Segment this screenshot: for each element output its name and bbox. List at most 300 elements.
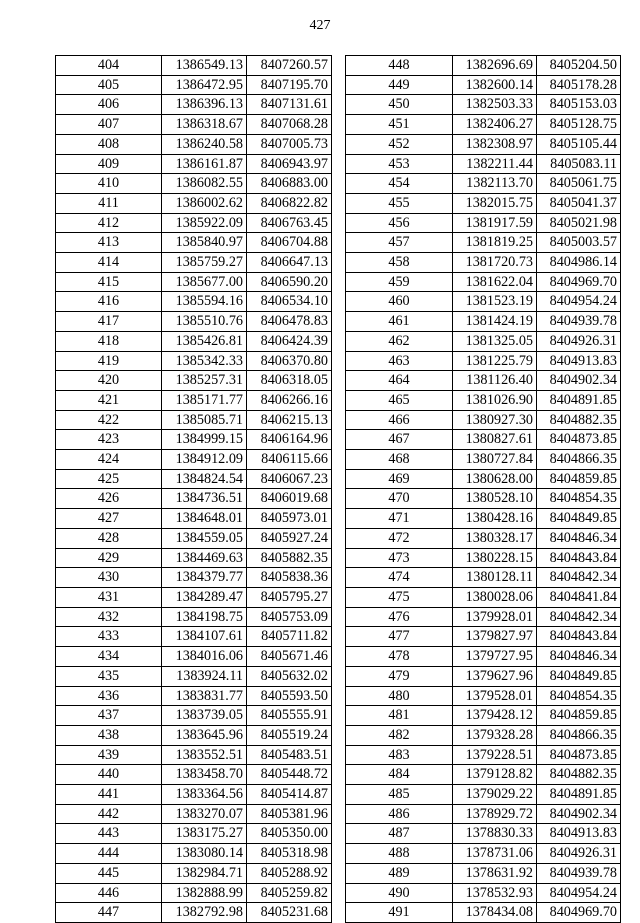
point-number-cell: 413 bbox=[56, 233, 162, 253]
y-coordinate-cell: 8404854.35 bbox=[537, 489, 621, 509]
table-row bbox=[56, 627, 332, 647]
x-coordinate-cell: 1384016.06 bbox=[162, 647, 247, 667]
x-coordinate-cell: 1381917.59 bbox=[453, 213, 537, 233]
table-row bbox=[346, 804, 621, 824]
table-row bbox=[56, 134, 332, 154]
y-coordinate-cell: 8405153.03 bbox=[537, 95, 621, 115]
y-coordinate-cell: 8404939.78 bbox=[537, 863, 621, 883]
y-coordinate-cell: 8405973.01 bbox=[247, 509, 332, 529]
x-coordinate-cell: 1382015.75 bbox=[453, 193, 537, 213]
y-coordinate-cell: 8404902.34 bbox=[537, 804, 621, 824]
x-coordinate-cell: 1378929.72 bbox=[453, 804, 537, 824]
x-coordinate-cell: 1380328.17 bbox=[453, 528, 537, 548]
point-number-cell: 485 bbox=[346, 785, 453, 805]
point-number-cell: 446 bbox=[56, 883, 162, 903]
table-row bbox=[56, 548, 332, 568]
point-number-cell: 477 bbox=[346, 627, 453, 647]
x-coordinate-cell: 1382984.71 bbox=[162, 863, 247, 883]
point-number-cell: 461 bbox=[346, 312, 453, 332]
table-row bbox=[346, 489, 621, 509]
x-coordinate-cell: 1381325.05 bbox=[453, 331, 537, 351]
x-coordinate-cell: 1383552.51 bbox=[162, 745, 247, 765]
x-coordinate-cell: 1380927.30 bbox=[453, 410, 537, 430]
table-row bbox=[56, 666, 332, 686]
y-coordinate-cell: 8407195.70 bbox=[247, 75, 332, 95]
table-row bbox=[56, 607, 332, 627]
table-row bbox=[56, 725, 332, 745]
table-row bbox=[346, 95, 621, 115]
x-coordinate-cell: 1384289.47 bbox=[162, 587, 247, 607]
table-body bbox=[346, 56, 621, 923]
point-number-cell: 448 bbox=[346, 56, 453, 76]
table-row bbox=[56, 528, 332, 548]
x-coordinate-cell: 1380727.84 bbox=[453, 450, 537, 470]
x-coordinate-cell: 1384379.77 bbox=[162, 568, 247, 588]
table-row bbox=[346, 903, 621, 923]
point-number-cell: 409 bbox=[56, 154, 162, 174]
y-coordinate-cell: 8405041.37 bbox=[537, 193, 621, 213]
point-number-cell: 429 bbox=[56, 548, 162, 568]
point-number-cell: 438 bbox=[56, 725, 162, 745]
x-coordinate-cell: 1381026.90 bbox=[453, 390, 537, 410]
y-coordinate-cell: 8405083.11 bbox=[537, 154, 621, 174]
point-number-cell: 422 bbox=[56, 410, 162, 430]
y-coordinate-cell: 8406115.66 bbox=[247, 450, 332, 470]
x-coordinate-cell: 1379328.28 bbox=[453, 725, 537, 745]
table-row bbox=[56, 272, 332, 292]
y-coordinate-cell: 8407131.61 bbox=[247, 95, 332, 115]
y-coordinate-cell: 8404902.34 bbox=[537, 371, 621, 391]
table-row bbox=[346, 647, 621, 667]
table-row bbox=[346, 371, 621, 391]
x-coordinate-cell: 1380428.16 bbox=[453, 509, 537, 529]
table-row bbox=[346, 607, 621, 627]
x-coordinate-cell: 1382792.98 bbox=[162, 903, 247, 923]
point-number-cell: 483 bbox=[346, 745, 453, 765]
point-number-cell: 445 bbox=[56, 863, 162, 883]
x-coordinate-cell: 1384559.05 bbox=[162, 528, 247, 548]
point-number-cell: 453 bbox=[346, 154, 453, 174]
y-coordinate-cell: 8404842.34 bbox=[537, 607, 621, 627]
y-coordinate-cell: 8404986.14 bbox=[537, 253, 621, 273]
point-number-cell: 439 bbox=[56, 745, 162, 765]
point-number-cell: 489 bbox=[346, 863, 453, 883]
x-coordinate-cell: 1383645.96 bbox=[162, 725, 247, 745]
x-coordinate-cell: 1379827.97 bbox=[453, 627, 537, 647]
table-row bbox=[346, 272, 621, 292]
x-coordinate-cell: 1386472.95 bbox=[162, 75, 247, 95]
y-coordinate-cell: 8404873.85 bbox=[537, 745, 621, 765]
table-row bbox=[56, 115, 332, 135]
table-row bbox=[346, 233, 621, 253]
y-coordinate-cell: 8404882.35 bbox=[537, 765, 621, 785]
y-coordinate-cell: 8406883.00 bbox=[247, 174, 332, 194]
table-row bbox=[56, 509, 332, 529]
table-row bbox=[346, 174, 621, 194]
point-number-cell: 468 bbox=[346, 450, 453, 470]
point-number-cell: 406 bbox=[56, 95, 162, 115]
point-number-cell: 466 bbox=[346, 410, 453, 430]
point-number-cell: 444 bbox=[56, 844, 162, 864]
x-coordinate-cell: 1385085.71 bbox=[162, 410, 247, 430]
table-row bbox=[346, 548, 621, 568]
y-coordinate-cell: 8405231.68 bbox=[247, 903, 332, 923]
y-coordinate-cell: 8404954.24 bbox=[537, 292, 621, 312]
table-row bbox=[56, 489, 332, 509]
y-coordinate-cell: 8404954.24 bbox=[537, 883, 621, 903]
y-coordinate-cell: 8407260.57 bbox=[247, 56, 332, 76]
table-row bbox=[346, 134, 621, 154]
table-row bbox=[346, 312, 621, 332]
y-coordinate-cell: 8404849.85 bbox=[537, 666, 621, 686]
point-number-cell: 449 bbox=[346, 75, 453, 95]
x-coordinate-cell: 1381424.19 bbox=[453, 312, 537, 332]
page-number: 427 bbox=[309, 18, 331, 33]
x-coordinate-cell: 1385342.33 bbox=[162, 351, 247, 371]
table-row bbox=[346, 213, 621, 233]
table-row bbox=[56, 351, 332, 371]
y-coordinate-cell: 8405555.91 bbox=[247, 706, 332, 726]
table-row bbox=[56, 430, 332, 450]
x-coordinate-cell: 1378830.33 bbox=[453, 824, 537, 844]
table-row bbox=[56, 785, 332, 805]
point-number-cell: 420 bbox=[56, 371, 162, 391]
y-coordinate-cell: 8405128.75 bbox=[537, 115, 621, 135]
x-coordinate-cell: 1378532.93 bbox=[453, 883, 537, 903]
table-row bbox=[346, 193, 621, 213]
x-coordinate-cell: 1385426.81 bbox=[162, 331, 247, 351]
y-coordinate-cell: 8404882.35 bbox=[537, 410, 621, 430]
x-coordinate-cell: 1385677.00 bbox=[162, 272, 247, 292]
table-row bbox=[56, 469, 332, 489]
table-row bbox=[346, 863, 621, 883]
x-coordinate-cell: 1379428.12 bbox=[453, 706, 537, 726]
point-number-cell: 421 bbox=[56, 390, 162, 410]
x-coordinate-cell: 1380827.61 bbox=[453, 430, 537, 450]
point-number-cell: 441 bbox=[56, 785, 162, 805]
x-coordinate-cell: 1386549.13 bbox=[162, 56, 247, 76]
x-coordinate-cell: 1381622.04 bbox=[453, 272, 537, 292]
y-coordinate-cell: 8406266.16 bbox=[247, 390, 332, 410]
point-number-cell: 480 bbox=[346, 686, 453, 706]
x-coordinate-cell: 1380028.06 bbox=[453, 587, 537, 607]
x-coordinate-cell: 1386082.55 bbox=[162, 174, 247, 194]
table-row bbox=[56, 253, 332, 273]
y-coordinate-cell: 8404843.84 bbox=[537, 627, 621, 647]
y-coordinate-cell: 8404969.70 bbox=[537, 272, 621, 292]
point-number-cell: 435 bbox=[56, 666, 162, 686]
table-row bbox=[346, 725, 621, 745]
point-number-cell: 424 bbox=[56, 450, 162, 470]
point-number-cell: 456 bbox=[346, 213, 453, 233]
x-coordinate-cell: 1385922.09 bbox=[162, 213, 247, 233]
point-number-cell: 484 bbox=[346, 765, 453, 785]
table-body bbox=[56, 56, 332, 923]
y-coordinate-cell: 8406822.82 bbox=[247, 193, 332, 213]
y-coordinate-cell: 8405021.98 bbox=[537, 213, 621, 233]
table-row bbox=[56, 371, 332, 391]
point-number-cell: 405 bbox=[56, 75, 162, 95]
point-number-cell: 410 bbox=[56, 174, 162, 194]
y-coordinate-cell: 8404842.34 bbox=[537, 568, 621, 588]
point-number-cell: 425 bbox=[56, 469, 162, 489]
point-number-cell: 434 bbox=[56, 647, 162, 667]
x-coordinate-cell: 1386002.62 bbox=[162, 193, 247, 213]
table-row bbox=[56, 706, 332, 726]
y-coordinate-cell: 8404913.83 bbox=[537, 351, 621, 371]
y-coordinate-cell: 8405593.50 bbox=[247, 686, 332, 706]
table-row bbox=[346, 450, 621, 470]
table-row bbox=[346, 253, 621, 273]
point-number-cell: 436 bbox=[56, 686, 162, 706]
point-number-cell: 452 bbox=[346, 134, 453, 154]
point-number-cell: 427 bbox=[56, 509, 162, 529]
point-number-cell: 407 bbox=[56, 115, 162, 135]
y-coordinate-cell: 8404854.35 bbox=[537, 686, 621, 706]
x-coordinate-cell: 1385510.76 bbox=[162, 312, 247, 332]
point-number-cell: 431 bbox=[56, 587, 162, 607]
point-number-cell: 411 bbox=[56, 193, 162, 213]
y-coordinate-cell: 8404939.78 bbox=[537, 312, 621, 332]
table-row bbox=[346, 75, 621, 95]
point-number-cell: 462 bbox=[346, 331, 453, 351]
x-coordinate-cell: 1386240.58 bbox=[162, 134, 247, 154]
y-coordinate-cell: 8404866.35 bbox=[537, 450, 621, 470]
y-coordinate-cell: 8406318.05 bbox=[247, 371, 332, 391]
point-number-cell: 465 bbox=[346, 390, 453, 410]
y-coordinate-cell: 8405350.00 bbox=[247, 824, 332, 844]
table-row bbox=[346, 666, 621, 686]
point-number-cell: 470 bbox=[346, 489, 453, 509]
y-coordinate-cell: 8406590.20 bbox=[247, 272, 332, 292]
y-coordinate-cell: 8404849.85 bbox=[537, 509, 621, 529]
x-coordinate-cell: 1379928.01 bbox=[453, 607, 537, 627]
x-coordinate-cell: 1385840.97 bbox=[162, 233, 247, 253]
x-coordinate-cell: 1381819.25 bbox=[453, 233, 537, 253]
table-row bbox=[56, 75, 332, 95]
x-coordinate-cell: 1378731.06 bbox=[453, 844, 537, 864]
table-row bbox=[56, 824, 332, 844]
table-row bbox=[56, 233, 332, 253]
table-row bbox=[56, 331, 332, 351]
coordinates-table-right bbox=[345, 55, 621, 923]
y-coordinate-cell: 8405927.24 bbox=[247, 528, 332, 548]
x-coordinate-cell: 1383458.70 bbox=[162, 765, 247, 785]
table-row bbox=[56, 844, 332, 864]
point-number-cell: 490 bbox=[346, 883, 453, 903]
y-coordinate-cell: 8405318.98 bbox=[247, 844, 332, 864]
x-coordinate-cell: 1380628.00 bbox=[453, 469, 537, 489]
table-row bbox=[56, 174, 332, 194]
point-number-cell: 488 bbox=[346, 844, 453, 864]
x-coordinate-cell: 1382888.99 bbox=[162, 883, 247, 903]
y-coordinate-cell: 8406370.80 bbox=[247, 351, 332, 371]
table-row bbox=[346, 154, 621, 174]
point-number-cell: 447 bbox=[56, 903, 162, 923]
y-coordinate-cell: 8406067.23 bbox=[247, 469, 332, 489]
table-row bbox=[346, 430, 621, 450]
x-coordinate-cell: 1382113.70 bbox=[453, 174, 537, 194]
table-row bbox=[346, 331, 621, 351]
table-row bbox=[346, 686, 621, 706]
x-coordinate-cell: 1378434.08 bbox=[453, 903, 537, 923]
point-number-cell: 412 bbox=[56, 213, 162, 233]
y-coordinate-cell: 8407005.73 bbox=[247, 134, 332, 154]
table-row bbox=[56, 568, 332, 588]
x-coordinate-cell: 1383364.56 bbox=[162, 785, 247, 805]
table-row bbox=[56, 450, 332, 470]
point-number-cell: 479 bbox=[346, 666, 453, 686]
y-coordinate-cell: 8405288.92 bbox=[247, 863, 332, 883]
x-coordinate-cell: 1380528.10 bbox=[453, 489, 537, 509]
y-coordinate-cell: 8404859.85 bbox=[537, 706, 621, 726]
point-number-cell: 415 bbox=[56, 272, 162, 292]
point-number-cell: 430 bbox=[56, 568, 162, 588]
point-number-cell: 486 bbox=[346, 804, 453, 824]
point-number-cell: 414 bbox=[56, 253, 162, 273]
x-coordinate-cell: 1384648.01 bbox=[162, 509, 247, 529]
table-row bbox=[346, 509, 621, 529]
y-coordinate-cell: 8405753.09 bbox=[247, 607, 332, 627]
y-coordinate-cell: 8406424.39 bbox=[247, 331, 332, 351]
table-row bbox=[346, 706, 621, 726]
point-number-cell: 442 bbox=[56, 804, 162, 824]
x-coordinate-cell: 1384107.61 bbox=[162, 627, 247, 647]
y-coordinate-cell: 8404913.83 bbox=[537, 824, 621, 844]
table-row bbox=[56, 213, 332, 233]
point-number-cell: 482 bbox=[346, 725, 453, 745]
x-coordinate-cell: 1383080.14 bbox=[162, 844, 247, 864]
x-coordinate-cell: 1381126.40 bbox=[453, 371, 537, 391]
y-coordinate-cell: 8406019.68 bbox=[247, 489, 332, 509]
y-coordinate-cell: 8405632.02 bbox=[247, 666, 332, 686]
point-number-cell: 487 bbox=[346, 824, 453, 844]
table-row bbox=[346, 745, 621, 765]
point-number-cell: 418 bbox=[56, 331, 162, 351]
table-row bbox=[346, 824, 621, 844]
table-row bbox=[346, 765, 621, 785]
y-coordinate-cell: 8405711.82 bbox=[247, 627, 332, 647]
point-number-cell: 450 bbox=[346, 95, 453, 115]
y-coordinate-cell: 8405519.24 bbox=[247, 725, 332, 745]
y-coordinate-cell: 8405259.82 bbox=[247, 883, 332, 903]
table-row bbox=[346, 587, 621, 607]
point-number-cell: 459 bbox=[346, 272, 453, 292]
x-coordinate-cell: 1384736.51 bbox=[162, 489, 247, 509]
x-coordinate-cell: 1379128.82 bbox=[453, 765, 537, 785]
point-number-cell: 472 bbox=[346, 528, 453, 548]
y-coordinate-cell: 8406534.10 bbox=[247, 292, 332, 312]
x-coordinate-cell: 1385171.77 bbox=[162, 390, 247, 410]
x-coordinate-cell: 1384198.75 bbox=[162, 607, 247, 627]
x-coordinate-cell: 1382696.69 bbox=[453, 56, 537, 76]
y-coordinate-cell: 8406763.45 bbox=[247, 213, 332, 233]
x-coordinate-cell: 1380228.15 bbox=[453, 548, 537, 568]
point-number-cell: 416 bbox=[56, 292, 162, 312]
point-number-cell: 463 bbox=[346, 351, 453, 371]
point-number-cell: 457 bbox=[346, 233, 453, 253]
point-number-cell: 426 bbox=[56, 489, 162, 509]
x-coordinate-cell: 1378631.92 bbox=[453, 863, 537, 883]
x-coordinate-cell: 1379228.51 bbox=[453, 745, 537, 765]
x-coordinate-cell: 1382503.33 bbox=[453, 95, 537, 115]
table-row bbox=[56, 745, 332, 765]
point-number-cell: 471 bbox=[346, 509, 453, 529]
table-row bbox=[56, 410, 332, 430]
table-row bbox=[346, 390, 621, 410]
x-coordinate-cell: 1383739.05 bbox=[162, 706, 247, 726]
x-coordinate-cell: 1386318.67 bbox=[162, 115, 247, 135]
y-coordinate-cell: 8404846.34 bbox=[537, 528, 621, 548]
x-coordinate-cell: 1382211.44 bbox=[453, 154, 537, 174]
x-coordinate-cell: 1385257.31 bbox=[162, 371, 247, 391]
table-row bbox=[56, 765, 332, 785]
table-row bbox=[346, 785, 621, 805]
table-row bbox=[346, 115, 621, 135]
x-coordinate-cell: 1379727.95 bbox=[453, 647, 537, 667]
table-row bbox=[346, 883, 621, 903]
x-coordinate-cell: 1381225.79 bbox=[453, 351, 537, 371]
y-coordinate-cell: 8406478.83 bbox=[247, 312, 332, 332]
y-coordinate-cell: 8405105.44 bbox=[537, 134, 621, 154]
y-coordinate-cell: 8405061.75 bbox=[537, 174, 621, 194]
x-coordinate-cell: 1383924.11 bbox=[162, 666, 247, 686]
point-number-cell: 428 bbox=[56, 528, 162, 548]
point-number-cell: 432 bbox=[56, 607, 162, 627]
table-row bbox=[346, 627, 621, 647]
y-coordinate-cell: 8404891.85 bbox=[537, 785, 621, 805]
x-coordinate-cell: 1386161.87 bbox=[162, 154, 247, 174]
x-coordinate-cell: 1381720.73 bbox=[453, 253, 537, 273]
y-coordinate-cell: 8405483.51 bbox=[247, 745, 332, 765]
table-row bbox=[346, 410, 621, 430]
table-row bbox=[56, 903, 332, 923]
table-row bbox=[56, 292, 332, 312]
y-coordinate-cell: 8404841.84 bbox=[537, 587, 621, 607]
point-number-cell: 419 bbox=[56, 351, 162, 371]
y-coordinate-cell: 8405671.46 bbox=[247, 647, 332, 667]
point-number-cell: 455 bbox=[346, 193, 453, 213]
table-row bbox=[346, 351, 621, 371]
point-number-cell: 473 bbox=[346, 548, 453, 568]
y-coordinate-cell: 8406647.13 bbox=[247, 253, 332, 273]
point-number-cell: 464 bbox=[346, 371, 453, 391]
point-number-cell: 469 bbox=[346, 469, 453, 489]
y-coordinate-cell: 8406215.13 bbox=[247, 410, 332, 430]
y-coordinate-cell: 8405838.36 bbox=[247, 568, 332, 588]
table-row bbox=[56, 95, 332, 115]
y-coordinate-cell: 8405003.57 bbox=[537, 233, 621, 253]
point-number-cell: 475 bbox=[346, 587, 453, 607]
x-coordinate-cell: 1384912.09 bbox=[162, 450, 247, 470]
y-coordinate-cell: 8406704.88 bbox=[247, 233, 332, 253]
point-number-cell: 443 bbox=[56, 824, 162, 844]
table-row bbox=[346, 469, 621, 489]
y-coordinate-cell: 8404843.84 bbox=[537, 548, 621, 568]
x-coordinate-cell: 1384999.15 bbox=[162, 430, 247, 450]
x-coordinate-cell: 1386396.13 bbox=[162, 95, 247, 115]
x-coordinate-cell: 1383175.27 bbox=[162, 824, 247, 844]
table-row bbox=[56, 686, 332, 706]
x-coordinate-cell: 1382406.27 bbox=[453, 115, 537, 135]
point-number-cell: 417 bbox=[56, 312, 162, 332]
table-row bbox=[346, 528, 621, 548]
point-number-cell: 454 bbox=[346, 174, 453, 194]
table-row bbox=[56, 390, 332, 410]
point-number-cell: 433 bbox=[56, 627, 162, 647]
x-coordinate-cell: 1382308.97 bbox=[453, 134, 537, 154]
table-row bbox=[56, 587, 332, 607]
